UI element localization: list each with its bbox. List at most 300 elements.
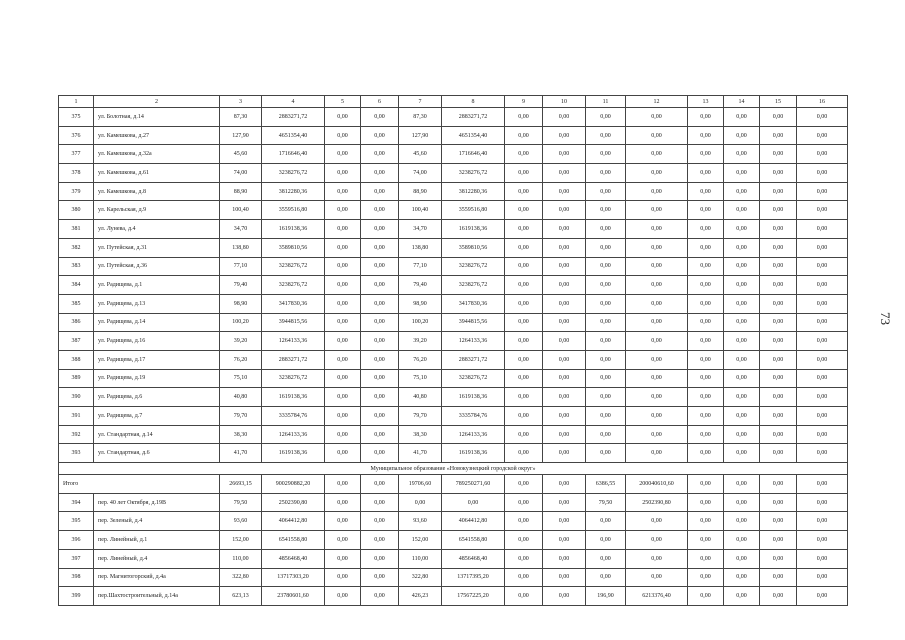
table-cell: 76,20 bbox=[220, 350, 262, 369]
table-cell: 3589810,56 bbox=[442, 238, 505, 257]
table-cell: 2502390,80 bbox=[626, 493, 688, 512]
table-cell: 0,00 bbox=[626, 182, 688, 201]
table-cell: 392 bbox=[59, 425, 94, 444]
table-cell: 0,00 bbox=[361, 444, 399, 463]
table-cell: 0,00 bbox=[797, 425, 848, 444]
table-cell: 79,40 bbox=[220, 276, 262, 295]
table-cell: 93,60 bbox=[220, 512, 262, 531]
table-cell: 0,00 bbox=[325, 369, 361, 388]
table-cell: 0,00 bbox=[760, 475, 797, 494]
table-cell: 0,00 bbox=[760, 568, 797, 587]
table-cell: 0,00 bbox=[586, 108, 626, 127]
table-cell: 0,00 bbox=[688, 108, 724, 127]
table-cell: 0,00 bbox=[797, 587, 848, 606]
table-cell: ул. Стандартная, д.14 bbox=[94, 425, 220, 444]
table-cell: 0,00 bbox=[797, 407, 848, 426]
table-cell: 376 bbox=[59, 126, 94, 145]
table-cell: 3417830,36 bbox=[442, 294, 505, 313]
table-cell: 0,00 bbox=[797, 313, 848, 332]
table-cell: 98,90 bbox=[399, 294, 442, 313]
table-cell: 0,00 bbox=[543, 512, 586, 531]
table-cell: 45,60 bbox=[399, 145, 442, 164]
table-cell: 0,00 bbox=[586, 425, 626, 444]
housing-register-table bbox=[58, 95, 848, 606]
table-cell: 0,00 bbox=[724, 407, 760, 426]
table-cell: 0,00 bbox=[797, 182, 848, 201]
table-cell: 0,00 bbox=[724, 276, 760, 295]
table-cell: 11 bbox=[586, 96, 626, 108]
table-cell: 0,00 bbox=[797, 164, 848, 183]
table-cell: 0,00 bbox=[586, 512, 626, 531]
table-cell: 4856468,40 bbox=[442, 549, 505, 568]
table-cell: 0,00 bbox=[505, 294, 543, 313]
table-cell: 79,40 bbox=[399, 276, 442, 295]
table-cell: 0,00 bbox=[543, 549, 586, 568]
table-cell: 0,00 bbox=[325, 238, 361, 257]
table-cell: 0,00 bbox=[724, 164, 760, 183]
table-cell: 378 bbox=[59, 164, 94, 183]
table-cell: 87,30 bbox=[399, 108, 442, 127]
table-cell: 3944815,56 bbox=[262, 313, 325, 332]
table-cell: 40,80 bbox=[220, 388, 262, 407]
table-cell: 6541558,80 bbox=[442, 531, 505, 550]
table-cell: 110,00 bbox=[220, 549, 262, 568]
table-cell: 0,00 bbox=[626, 407, 688, 426]
table-cell: 0,00 bbox=[760, 201, 797, 220]
table-cell: 0,00 bbox=[797, 294, 848, 313]
table-cell: 0,00 bbox=[626, 313, 688, 332]
table-cell: 77,10 bbox=[399, 257, 442, 276]
table-cell: 19706,60 bbox=[399, 475, 442, 494]
table-cell: 0,00 bbox=[325, 549, 361, 568]
table-cell: 0,00 bbox=[688, 369, 724, 388]
table-cell: 3238276,72 bbox=[442, 276, 505, 295]
table-cell: 0,00 bbox=[505, 549, 543, 568]
table-cell: 0,00 bbox=[543, 164, 586, 183]
table-cell: 0,00 bbox=[505, 182, 543, 201]
table-cell: 0,00 bbox=[688, 475, 724, 494]
table-cell: 0,00 bbox=[361, 238, 399, 257]
table-cell: 0,00 bbox=[688, 531, 724, 550]
table-cell: 0,00 bbox=[797, 388, 848, 407]
table-cell: 3335784,76 bbox=[442, 407, 505, 426]
table-cell: 0,00 bbox=[688, 182, 724, 201]
table-cell: 0,00 bbox=[797, 238, 848, 257]
table-cell: ул. Радищева, д.6 bbox=[94, 388, 220, 407]
table-cell: 0,00 bbox=[724, 350, 760, 369]
table-cell: 398 bbox=[59, 568, 94, 587]
table-cell: 1716646,40 bbox=[262, 145, 325, 164]
table-cell: 0,00 bbox=[626, 276, 688, 295]
table-cell: ул. Радищева, д.16 bbox=[94, 332, 220, 351]
table-cell: 0,00 bbox=[586, 388, 626, 407]
table-row bbox=[59, 182, 848, 201]
table-cell: 0,00 bbox=[543, 257, 586, 276]
table-cell: 0,00 bbox=[505, 531, 543, 550]
table-cell: 8 bbox=[442, 96, 505, 108]
table-cell: 0,00 bbox=[586, 444, 626, 463]
table-cell: ул. Карельская, д.9 bbox=[94, 201, 220, 220]
table-cell: 0,00 bbox=[361, 332, 399, 351]
table-cell: 0,00 bbox=[626, 220, 688, 239]
table-cell: 4651354,40 bbox=[442, 126, 505, 145]
table-cell: 0,00 bbox=[505, 425, 543, 444]
table-cell: 0,00 bbox=[797, 568, 848, 587]
table-cell: 0,00 bbox=[505, 475, 543, 494]
table-cell: 0,00 bbox=[543, 332, 586, 351]
table-cell: 13717395,20 bbox=[442, 568, 505, 587]
table-cell: 389 bbox=[59, 369, 94, 388]
table-cell: 17567225,20 bbox=[442, 587, 505, 606]
table-cell: 385 bbox=[59, 294, 94, 313]
table-cell: 0,00 bbox=[543, 493, 586, 512]
table-cell: 1264133,36 bbox=[442, 332, 505, 351]
table-cell: 0,00 bbox=[505, 220, 543, 239]
table-cell: 0,00 bbox=[543, 587, 586, 606]
table-cell: 0,00 bbox=[543, 425, 586, 444]
table-cell: 5 bbox=[325, 96, 361, 108]
table-cell: 0,00 bbox=[543, 444, 586, 463]
table-cell: 0,00 bbox=[724, 313, 760, 332]
table-cell: 3238276,72 bbox=[442, 369, 505, 388]
table-row bbox=[59, 512, 848, 531]
table-cell: 3559516,80 bbox=[262, 201, 325, 220]
table-cell: 391 bbox=[59, 407, 94, 426]
table-cell: пер. Линейный, д.1 bbox=[94, 531, 220, 550]
table-cell: 3812280,36 bbox=[442, 182, 505, 201]
table-cell: 6541558,80 bbox=[262, 531, 325, 550]
table-cell: 0,00 bbox=[586, 126, 626, 145]
table-cell: 0,00 bbox=[797, 444, 848, 463]
table-cell: 1264133,36 bbox=[262, 332, 325, 351]
table-row bbox=[59, 276, 848, 295]
table-row bbox=[59, 568, 848, 587]
table-cell: 0,00 bbox=[797, 369, 848, 388]
table-cell: 0,00 bbox=[325, 587, 361, 606]
table-cell: пер. Линейный, д.4 bbox=[94, 549, 220, 568]
table-cell: 4856468,40 bbox=[262, 549, 325, 568]
table-cell: 87,30 bbox=[220, 108, 262, 127]
table-cell: 0,00 bbox=[626, 201, 688, 220]
table-cell: 0,00 bbox=[760, 276, 797, 295]
table-cell: 900290882,20 bbox=[262, 475, 325, 494]
table-cell: 1619138,36 bbox=[262, 388, 325, 407]
table-cell: 0,00 bbox=[724, 145, 760, 164]
table-cell: 2502390,80 bbox=[262, 493, 325, 512]
table-cell: 38,30 bbox=[220, 425, 262, 444]
table-cell: 10 bbox=[543, 96, 586, 108]
table-cell: 0,00 bbox=[325, 531, 361, 550]
table-cell: ул. Радищева, д.1 bbox=[94, 276, 220, 295]
table-cell: 0,00 bbox=[361, 369, 399, 388]
table-row bbox=[59, 145, 848, 164]
table-cell: 0,00 bbox=[760, 369, 797, 388]
table-cell: ул. Радищева, д.7 bbox=[94, 407, 220, 426]
table-cell: 4064412,80 bbox=[262, 512, 325, 531]
table-cell: 0,00 bbox=[325, 425, 361, 444]
table-cell: 2883271,72 bbox=[262, 350, 325, 369]
table-cell: 0,00 bbox=[361, 493, 399, 512]
table-cell: 6213376,40 bbox=[626, 587, 688, 606]
table-cell: 0,00 bbox=[361, 182, 399, 201]
table-cell: 76,20 bbox=[399, 350, 442, 369]
table-cell: 14 bbox=[724, 96, 760, 108]
table-cell: 0,00 bbox=[626, 108, 688, 127]
table-cell: 0,00 bbox=[361, 388, 399, 407]
table-cell: 1716646,40 bbox=[442, 145, 505, 164]
table-cell: 0,00 bbox=[797, 126, 848, 145]
table-cell: 79,70 bbox=[399, 407, 442, 426]
table-cell: 394 bbox=[59, 493, 94, 512]
table-cell: 2883271,72 bbox=[442, 108, 505, 127]
table-cell: 0,00 bbox=[797, 201, 848, 220]
table-cell: 1619138,36 bbox=[442, 444, 505, 463]
table-cell: 0,00 bbox=[361, 257, 399, 276]
table-cell: 2883271,72 bbox=[262, 108, 325, 127]
table-cell: 1264133,36 bbox=[442, 425, 505, 444]
table-cell: 0,00 bbox=[325, 493, 361, 512]
table-row bbox=[59, 587, 848, 606]
table-cell: 88,90 bbox=[220, 182, 262, 201]
table-cell: 152,00 bbox=[220, 531, 262, 550]
table-cell: 4064412,80 bbox=[442, 512, 505, 531]
table-cell: 379 bbox=[59, 182, 94, 201]
table-cell: 45,60 bbox=[220, 145, 262, 164]
table-cell: 0,00 bbox=[361, 425, 399, 444]
table-cell: 0,00 bbox=[586, 313, 626, 332]
table-cell: 0,00 bbox=[361, 108, 399, 127]
table-cell: 0,00 bbox=[505, 444, 543, 463]
table-cell: 100,20 bbox=[220, 313, 262, 332]
table-cell: 0,00 bbox=[361, 475, 399, 494]
table-row bbox=[59, 257, 848, 276]
table-cell: 0,00 bbox=[724, 388, 760, 407]
table-cell: 393 bbox=[59, 444, 94, 463]
table-cell: 100,20 bbox=[399, 313, 442, 332]
table-cell: 93,60 bbox=[399, 512, 442, 531]
table-cell: 3559516,80 bbox=[442, 201, 505, 220]
table-cell: 0,00 bbox=[724, 493, 760, 512]
table-cell: 0,00 bbox=[505, 587, 543, 606]
table-cell: 0,00 bbox=[505, 126, 543, 145]
table-cell: 0,00 bbox=[797, 350, 848, 369]
table-cell: 322,80 bbox=[399, 568, 442, 587]
table-cell: 0,00 bbox=[626, 126, 688, 145]
table-cell: 0,00 bbox=[543, 182, 586, 201]
table-cell: 0,00 bbox=[688, 568, 724, 587]
table-cell: 1619138,36 bbox=[442, 388, 505, 407]
table-cell: пер. 40 лет Октября, д.19В bbox=[94, 493, 220, 512]
table-cell: 0,00 bbox=[760, 108, 797, 127]
table-cell: 0,00 bbox=[586, 257, 626, 276]
table-cell: 75,10 bbox=[399, 369, 442, 388]
table-cell: 3238276,72 bbox=[442, 164, 505, 183]
table-cell: 127,90 bbox=[399, 126, 442, 145]
table-cell: 0,00 bbox=[325, 201, 361, 220]
table-cell: 3238276,72 bbox=[442, 257, 505, 276]
table-cell: 0,00 bbox=[688, 257, 724, 276]
table-cell: 0,00 bbox=[543, 201, 586, 220]
table-cell: 38,30 bbox=[399, 425, 442, 444]
table-cell: 0,00 bbox=[688, 294, 724, 313]
table-cell: 0,00 bbox=[505, 145, 543, 164]
table-cell: 0,00 bbox=[586, 201, 626, 220]
table-cell: 26693,15 bbox=[220, 475, 262, 494]
table-cell: 0,00 bbox=[760, 493, 797, 512]
table-cell: 0,00 bbox=[325, 512, 361, 531]
table-cell: 0,00 bbox=[724, 568, 760, 587]
table-cell: 0,00 bbox=[626, 568, 688, 587]
table-cell: 0,00 bbox=[361, 220, 399, 239]
table-cell: 138,80 bbox=[220, 238, 262, 257]
table-cell: 110,00 bbox=[399, 549, 442, 568]
table-cell: 138,80 bbox=[399, 238, 442, 257]
table-cell: 0,00 bbox=[760, 182, 797, 201]
table-cell: 0,00 bbox=[688, 350, 724, 369]
table-cell: 0,00 bbox=[760, 294, 797, 313]
table-cell: 2883271,72 bbox=[442, 350, 505, 369]
table-cell: 0,00 bbox=[724, 549, 760, 568]
table-cell: 0,00 bbox=[505, 388, 543, 407]
table-cell: 0,00 bbox=[688, 407, 724, 426]
table-cell: 388 bbox=[59, 350, 94, 369]
table-cell: 0,00 bbox=[626, 369, 688, 388]
table-cell: 0,00 bbox=[361, 568, 399, 587]
table-cell: 0,00 bbox=[724, 294, 760, 313]
table-cell: 200040610,60 bbox=[626, 475, 688, 494]
table-row bbox=[59, 108, 848, 127]
table-cell: 0,00 bbox=[325, 388, 361, 407]
table-cell: 0,00 bbox=[361, 313, 399, 332]
table-cell: 0,00 bbox=[760, 388, 797, 407]
table-cell: 3417830,36 bbox=[262, 294, 325, 313]
table-cell: 23780601,60 bbox=[262, 587, 325, 606]
table-cell: 15 bbox=[760, 96, 797, 108]
table-row bbox=[59, 332, 848, 351]
table-cell: 0,00 bbox=[543, 475, 586, 494]
table-cell: 1619138,36 bbox=[442, 220, 505, 239]
table-cell: 0,00 bbox=[325, 257, 361, 276]
table-cell: 0,00 bbox=[724, 332, 760, 351]
table-cell: 0,00 bbox=[586, 182, 626, 201]
table-cell: 387 bbox=[59, 332, 94, 351]
table-cell: 0,00 bbox=[361, 126, 399, 145]
table-cell: 0,00 bbox=[688, 425, 724, 444]
table-cell: 0,00 bbox=[586, 220, 626, 239]
table-cell: 0,00 bbox=[586, 164, 626, 183]
table-row bbox=[59, 407, 848, 426]
table-cell: 0,00 bbox=[797, 276, 848, 295]
table-cell: 0,00 bbox=[505, 568, 543, 587]
table-row bbox=[59, 220, 848, 239]
table-cell: ул. Болотная, д.14 bbox=[94, 108, 220, 127]
table-cell: 34,70 bbox=[399, 220, 442, 239]
table-cell: 0,00 bbox=[626, 164, 688, 183]
table-cell: 0,00 bbox=[688, 238, 724, 257]
table-cell: 0,00 bbox=[626, 332, 688, 351]
table-cell: 0,00 bbox=[724, 425, 760, 444]
table-cell: 0,00 bbox=[626, 294, 688, 313]
table-cell: 13 bbox=[688, 96, 724, 108]
table-cell: 4 bbox=[262, 96, 325, 108]
table-cell: ул. Радищева, д.17 bbox=[94, 350, 220, 369]
table-cell: 0,00 bbox=[724, 108, 760, 127]
table-cell: 0,00 bbox=[505, 238, 543, 257]
table-cell: 0,00 bbox=[688, 549, 724, 568]
table-cell: 39,20 bbox=[399, 332, 442, 351]
table-cell: 16 bbox=[797, 96, 848, 108]
table-row bbox=[59, 444, 848, 463]
table-cell: 98,90 bbox=[220, 294, 262, 313]
table-cell: 0,00 bbox=[505, 350, 543, 369]
table-cell: 0,00 bbox=[688, 313, 724, 332]
table-cell: 0,00 bbox=[361, 407, 399, 426]
table-cell: 0,00 bbox=[626, 257, 688, 276]
table-cell: 0,00 bbox=[724, 512, 760, 531]
section-title-row bbox=[59, 463, 848, 475]
table-cell: 0,00 bbox=[688, 332, 724, 351]
table-cell: 0,00 bbox=[760, 587, 797, 606]
table-cell: 0,00 bbox=[586, 276, 626, 295]
table-cell: 0,00 bbox=[688, 201, 724, 220]
table-cell: 0,00 bbox=[760, 220, 797, 239]
table-cell: 0,00 bbox=[797, 475, 848, 494]
table-cell: 426,23 bbox=[399, 587, 442, 606]
table-cell: 0,00 bbox=[543, 294, 586, 313]
table-cell: 375 bbox=[59, 108, 94, 127]
table-cell: 0,00 bbox=[325, 294, 361, 313]
table-cell: 0,00 bbox=[586, 549, 626, 568]
table-cell: 789250271,60 bbox=[442, 475, 505, 494]
table-row bbox=[59, 126, 848, 145]
table-cell: 0,00 bbox=[325, 475, 361, 494]
table-cell: 3238276,72 bbox=[262, 164, 325, 183]
table-cell: 623,13 bbox=[220, 587, 262, 606]
table-cell: 0,00 bbox=[505, 332, 543, 351]
table-cell: 0,00 bbox=[543, 388, 586, 407]
table-cell: 0,00 bbox=[724, 182, 760, 201]
table-cell: 0,00 bbox=[442, 493, 505, 512]
table-cell: 0,00 bbox=[760, 313, 797, 332]
table-cell: 0,00 bbox=[586, 531, 626, 550]
table-cell: 0,00 bbox=[760, 350, 797, 369]
table-cell: 0,00 bbox=[505, 201, 543, 220]
table-cell: 380 bbox=[59, 201, 94, 220]
table-cell: 0,00 bbox=[760, 332, 797, 351]
table-cell: 0,00 bbox=[626, 350, 688, 369]
table-cell: 0,00 bbox=[543, 126, 586, 145]
table-cell: 0,00 bbox=[361, 145, 399, 164]
table-cell: 3238276,72 bbox=[262, 257, 325, 276]
table-cell: 0,00 bbox=[586, 294, 626, 313]
table-cell: 0,00 bbox=[361, 512, 399, 531]
table-cell: ул. Путейская, д.36 bbox=[94, 257, 220, 276]
table-cell: 0,00 bbox=[688, 220, 724, 239]
table-cell: 0,00 bbox=[325, 108, 361, 127]
table-cell: 0,00 bbox=[361, 531, 399, 550]
table-cell: 0,00 bbox=[543, 407, 586, 426]
table-cell: 0,00 bbox=[543, 350, 586, 369]
table-cell: 0,00 bbox=[724, 238, 760, 257]
table-cell: 0,00 bbox=[505, 164, 543, 183]
table-cell: 396 bbox=[59, 531, 94, 550]
table-cell: 384 bbox=[59, 276, 94, 295]
table-cell: 0,00 bbox=[325, 164, 361, 183]
table-cell: 0,00 bbox=[325, 220, 361, 239]
table-cell: 0,00 bbox=[543, 369, 586, 388]
table-cell: 0,00 bbox=[325, 126, 361, 145]
table-cell: 322,80 bbox=[220, 568, 262, 587]
